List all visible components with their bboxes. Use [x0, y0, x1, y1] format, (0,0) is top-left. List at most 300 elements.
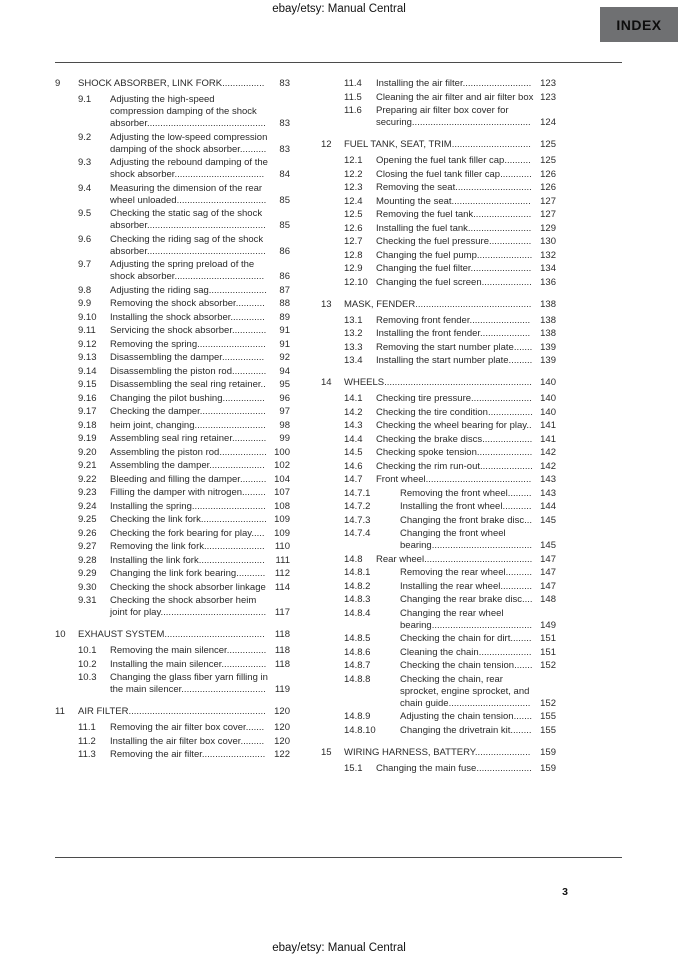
toc-entry-number: 9.19	[78, 433, 97, 444]
dot-leader: .........................	[200, 514, 267, 525]
toc-entry-page: 126	[540, 168, 556, 180]
toc-entry-page: 159	[540, 746, 556, 758]
toc-entry-number: 11.5	[344, 91, 362, 103]
toc-entry-title	[376, 105, 535, 129]
toc-entry-row	[344, 711, 556, 723]
toc-entry-row	[78, 460, 290, 472]
toc-entry-title-text: Opening the fuel tank filler cap	[376, 155, 505, 166]
toc-entry-number: 12.1	[344, 155, 363, 166]
toc-entry-title-text: Checking the brake discs	[376, 433, 483, 445]
dot-leader: ........................	[467, 222, 532, 234]
toc-entry-row	[344, 182, 556, 194]
toc-entry-page: 104	[274, 473, 290, 485]
toc-entry-number: 12.4	[344, 195, 363, 207]
toc-entry-title-text: Removing front fender	[376, 314, 470, 326]
toc-entry-page: 108	[274, 500, 290, 512]
toc-entry-row	[78, 406, 290, 418]
dot-leader: ...........	[235, 298, 265, 309]
toc-entry-title	[376, 447, 535, 459]
toc-entry-title-text: Installing the front wheel	[400, 501, 503, 512]
toc-entry-row	[344, 169, 556, 181]
toc-entry-page: 127	[540, 195, 556, 207]
toc-entry-row	[344, 501, 556, 513]
toc-entry-title	[110, 420, 269, 432]
toc-entry-page: 138	[540, 328, 556, 339]
toc-entry-row	[78, 568, 290, 580]
dot-leader: .........................................	[424, 553, 533, 565]
dot-leader: ........	[510, 724, 532, 736]
toc-entry-number: 14.8	[344, 553, 363, 565]
dot-leader: ....................................................	[128, 706, 266, 717]
toc-entry-title-text: Installing the air filter box cover	[110, 735, 241, 747]
toc-entry-page: 127	[540, 209, 556, 220]
toc-entry-title	[376, 461, 535, 473]
toc-entry-number: 9.4	[78, 182, 92, 194]
toc-entry-title-text: Changing the front wheel bearing	[400, 528, 506, 551]
toc-entry-title	[376, 393, 535, 405]
toc-entry-page: 119	[274, 684, 290, 695]
toc-entry-title	[110, 132, 269, 156]
toc-entry-number: 14.7.2	[344, 501, 371, 512]
toc-entry-title-text: Removing the link fork	[110, 541, 204, 552]
dot-leader: ......................................	[431, 619, 533, 631]
toc-entry-title	[110, 94, 269, 130]
toc-entry-title	[110, 352, 269, 364]
toc-entry-title	[376, 169, 535, 181]
toc-entry-title-text: Servicing the shock absorber	[110, 325, 232, 336]
toc-entry-row	[78, 94, 290, 130]
toc-entry-title-text: Checking the shock absorber heim joint for play	[110, 595, 257, 618]
toc-entry-title-text: Front wheel	[376, 474, 426, 485]
toc-entry-number: 12.5	[344, 209, 363, 220]
toc-entry-number: 11.1	[78, 722, 96, 733]
toc-entry-row	[78, 366, 290, 378]
toc-entry-title-text: MASK, FENDER	[344, 298, 416, 310]
toc-right-column	[321, 78, 556, 854]
toc-entry-title	[110, 285, 269, 297]
toc-entry-page: 85	[279, 194, 290, 206]
toc-entry-title	[376, 474, 535, 486]
toc-entry-page: 140	[540, 393, 556, 404]
toc-entry-title-text: Adjusting the high-speed compression damping of the shock absorber	[110, 94, 257, 129]
dot-leader: ............	[500, 168, 532, 180]
toc-entry-title	[110, 183, 269, 207]
toc-entry-title-text: Adjusting the chain tension	[400, 711, 514, 722]
toc-entry-row	[344, 594, 556, 606]
toc-columns	[55, 78, 556, 854]
toc-entry-row	[344, 196, 556, 208]
toc-entry-title	[110, 672, 269, 696]
toc-entry-number: 10	[55, 629, 66, 640]
toc-entry-page: 155	[540, 724, 556, 736]
dot-leader: ..........................	[462, 78, 532, 89]
toc-entry-row	[344, 223, 556, 235]
toc-entry-title	[376, 223, 535, 235]
toc-entry-row	[78, 132, 290, 156]
toc-entry-number: 9.24	[78, 500, 97, 512]
toc-entry-title-text: Changing the fuel pump	[376, 249, 477, 261]
toc-entry-title	[400, 515, 535, 527]
toc-entry-page: 152	[540, 697, 556, 709]
dot-leader: ..................	[219, 446, 267, 458]
toc-entry-title	[400, 711, 535, 723]
toc-entry-number: 14.8.5	[344, 633, 371, 644]
toc-entry-title	[376, 250, 535, 262]
dot-leader: ............................................	[415, 298, 532, 310]
dot-leader: .........	[242, 487, 266, 498]
toc-entry-number: 11	[55, 706, 65, 717]
toc-entry-number: 11.2	[78, 735, 96, 747]
toc-entry-row	[344, 355, 556, 367]
dot-leader: ............................	[191, 500, 266, 512]
dot-leader: .............................	[455, 182, 532, 193]
dot-leader: .............................................	[146, 118, 266, 129]
dot-leader: ..........	[239, 473, 267, 485]
toc-entry-title	[376, 263, 535, 275]
toc-entry-title-text: AIR FILTER	[78, 706, 129, 717]
toc-entry-title	[110, 259, 269, 283]
dot-leader: .......................	[470, 263, 532, 274]
bottom-rule	[55, 857, 622, 858]
toc-entry-page: 141	[540, 420, 556, 431]
dot-leader: ..............................	[451, 139, 531, 150]
toc-entry-number: 15	[321, 746, 332, 758]
toc-entry-page: 87	[279, 284, 290, 296]
dot-leader: .............	[231, 325, 267, 336]
toc-entry-title-text: Measuring the dimension of the rear wheel unloaded	[110, 182, 263, 206]
toc-entry-title	[376, 407, 535, 419]
toc-entry-title	[110, 582, 269, 594]
toc-entry-title-text: Removing the shock absorber	[110, 298, 236, 309]
toc-entry-number: 9.8	[78, 284, 92, 296]
dot-leader: .............	[230, 311, 265, 323]
toc-entry-title-text: Removing the air filter	[110, 749, 202, 760]
dot-leader: ................	[221, 352, 265, 363]
toc-entry-title-text: Preparing air filter box cover for securing	[376, 105, 509, 128]
toc-entry-row	[344, 328, 556, 340]
toc-entry-title	[376, 78, 535, 90]
toc-entry-number: 9.15	[78, 379, 97, 390]
dot-leader: ........	[510, 633, 532, 644]
toc-entry-row	[78, 528, 290, 540]
toc-entry-title	[110, 568, 269, 580]
toc-entry-number: 12.2	[344, 168, 363, 180]
toc-entry-page: 99	[279, 433, 290, 444]
toc-entry-title-text: Changing the front brake disc	[400, 514, 525, 526]
toc-entry-title	[400, 567, 535, 579]
toc-entry-title-text: Checking the riding sag of the shock absorber	[110, 233, 264, 257]
toc-entry-title	[376, 328, 535, 340]
dot-leader: .......	[513, 341, 533, 353]
dot-leader: .........................	[198, 554, 265, 566]
toc-entry-page: 102	[274, 460, 290, 471]
toc-entry-number: 14.8.6	[344, 646, 371, 658]
dot-leader: ...	[524, 514, 533, 526]
toc-entry-title-text: Installing the fuel tank	[376, 222, 468, 234]
toc-entry-title	[344, 747, 535, 759]
toc-entry-number: 14.1	[344, 393, 363, 404]
toc-entry-row	[78, 234, 290, 258]
toc-entry-row	[344, 263, 556, 275]
toc-entry-row	[78, 208, 290, 232]
toc-entry-page: 138	[540, 314, 556, 326]
dot-leader: ......................	[208, 284, 267, 296]
toc-entry-title-text: Checking the damper	[110, 406, 200, 417]
toc-entry-page: 83	[279, 78, 290, 89]
toc-entry-row	[78, 749, 290, 761]
toc-entry-title-text: Changing the pilot bushing	[110, 392, 223, 404]
dot-leader: ......................................	[431, 540, 533, 551]
dot-leader: .......................	[471, 393, 532, 404]
toc-entry-page: 140	[540, 377, 556, 388]
toc-entry-row	[344, 554, 556, 566]
toc-entry-number: 10.3	[78, 672, 97, 683]
dot-leader: ....................	[480, 460, 533, 472]
toc-entry-number: 9.14	[78, 365, 97, 377]
toc-entry-page: 111	[275, 554, 290, 566]
toc-entry-page: 86	[279, 271, 290, 282]
toc-entry-title	[110, 736, 269, 748]
toc-entry-page: 84	[279, 169, 290, 180]
toc-entry-title-text: Closing the fuel tank filler cap	[376, 168, 501, 180]
toc-entry-title	[110, 393, 269, 405]
toc-entry-page: 125	[540, 139, 556, 150]
toc-entry-row	[78, 352, 290, 364]
toc-entry-row	[344, 488, 556, 500]
toc-entry-number: 14.3	[344, 420, 363, 431]
dot-leader: ..................................	[176, 194, 267, 206]
toc-entry-title-text: Installing the main silencer	[110, 658, 222, 670]
dot-leader: ........................................................	[384, 377, 532, 388]
toc-entry-row	[344, 209, 556, 221]
toc-entry-number: 9.31	[78, 595, 97, 606]
dot-leader: ...................	[482, 433, 533, 445]
toc-entry-title-text: Installing the spring	[110, 500, 192, 512]
toc-entry-title-text: Installing the rear wheel	[400, 580, 501, 592]
toc-entry-page: 109	[274, 514, 290, 525]
toc-entry-title	[110, 406, 269, 418]
toc-entry-page: 129	[540, 222, 556, 234]
toc-entry-title-text: Disassembling the damper	[110, 352, 222, 363]
toc-entry-row	[78, 672, 290, 696]
toc-entry-number: 14.8.9	[344, 711, 371, 722]
toc-entry-row	[78, 582, 290, 594]
toc-entry-title-text: Installing the start number plate	[376, 355, 509, 366]
toc-entry-title-text: WIRING HARNESS, BATTERY	[344, 746, 475, 758]
toc-entry-page: 139	[540, 355, 556, 366]
toc-entry-page: 107	[274, 487, 290, 498]
dot-leader: ........................................	[160, 607, 267, 618]
toc-entry-page: 123	[540, 78, 556, 89]
toc-entry-row	[78, 514, 290, 526]
toc-entry-number: 9.28	[78, 554, 97, 566]
toc-entry-row	[78, 474, 290, 486]
toc-entry-title-text: Cleaning the air filter and air filter box	[376, 91, 534, 103]
toc-entry-page: 89	[279, 311, 290, 323]
toc-entry-row	[78, 298, 290, 310]
toc-entry-title-text: Adjusting the low-speed compression damping of the shock absorber	[110, 131, 268, 155]
toc-entry-page: 118	[274, 629, 290, 640]
toc-entry-number: 9.26	[78, 527, 97, 539]
toc-entry-page: 91	[279, 338, 290, 350]
dot-leader: ....	[522, 594, 533, 605]
toc-entry-row	[78, 420, 290, 432]
toc-entry-number: 13.2	[344, 328, 363, 339]
dot-leader: ................	[222, 392, 265, 404]
toc-entry-title-text: Checking the wheel bearing for play	[376, 420, 527, 431]
toc-entry-number: 14.8.7	[344, 660, 371, 671]
toc-entry-title	[376, 342, 535, 354]
toc-entry-number: 9.29	[78, 568, 97, 579]
dot-leader: .........	[240, 735, 265, 747]
toc-entry-title-text: Adjusting the rebound damping of the shock absorber	[110, 157, 268, 180]
toc-entry-title	[110, 325, 269, 337]
toc-entry-row	[78, 555, 290, 567]
toc-entry-title	[110, 339, 269, 351]
toc-entry-number: 9	[55, 78, 61, 89]
toc-entry-title	[78, 629, 269, 641]
toc-entry-title-text: Checking tire pressure	[376, 393, 472, 404]
toc-entry-number: 9.6	[78, 233, 92, 245]
dot-leader: .................	[487, 406, 533, 418]
toc-entry-title-text: Removing the rear wheel	[400, 567, 506, 578]
toc-entry-row	[78, 433, 290, 445]
toc-entry-row	[344, 581, 556, 593]
page-number: 3	[562, 886, 568, 898]
toc-entry-page: 118	[274, 658, 290, 670]
toc-entry-title-text: EXHAUST SYSTEM	[78, 629, 165, 640]
toc-entry-title	[110, 749, 269, 761]
toc-entry-page: 120	[274, 722, 290, 733]
dot-leader: ...........	[502, 501, 532, 512]
toc-entry-title	[376, 277, 535, 289]
toc-entry-page: 130	[540, 236, 556, 247]
toc-entry-row	[78, 157, 290, 181]
toc-entry-title-text: Bleeding and filling the damper	[110, 473, 240, 485]
toc-entry-row	[344, 407, 556, 419]
toc-entry-number: 9.21	[78, 460, 97, 471]
toc-entry-title-text: WHEELS	[344, 377, 385, 388]
toc-entry-row	[344, 393, 556, 405]
toc-entry-page: 112	[274, 568, 290, 579]
dot-leader: .....	[251, 527, 265, 539]
toc-entry-number: 9.9	[78, 298, 92, 309]
toc-entry-number: 12.9	[344, 263, 363, 274]
toc-entry-page: 83	[279, 143, 290, 155]
toc-entry-row	[344, 674, 556, 710]
toc-entry-number: 9.23	[78, 487, 97, 498]
dot-leader: ...........	[236, 568, 266, 579]
toc-entry-page: 151	[540, 633, 556, 644]
toc-entry-number: 12	[321, 139, 332, 150]
toc-entry-number: 13.1	[344, 314, 363, 326]
toc-entry-page: 151	[540, 646, 556, 658]
toc-entry-page: 91	[279, 325, 290, 336]
toc-entry-title-text: FUEL TANK, SEAT, TRIM	[344, 139, 452, 150]
toc-entry-page: 145	[540, 540, 556, 551]
toc-chapter-row	[321, 139, 556, 151]
toc-entry-title	[110, 528, 269, 540]
dot-leader: ......................................	[164, 629, 265, 640]
toc-entry-title	[400, 647, 535, 659]
toc-entry-page: 143	[540, 487, 556, 499]
toc-left-column	[55, 78, 290, 854]
toc-entry-number: 14.8.8	[344, 673, 371, 685]
dot-leader: ..........	[239, 143, 267, 155]
toc-entry-row	[344, 236, 556, 248]
toc-entry-title	[110, 208, 269, 232]
dot-leader: ...................	[481, 276, 532, 288]
toc-entry-page: 118	[274, 645, 290, 656]
toc-entry-page: 143	[540, 474, 556, 485]
toc-entry-page: 155	[540, 711, 556, 722]
toc-entry-number: 14.7.3	[344, 514, 371, 526]
toc-entry-title-text: Removing the spring	[110, 338, 198, 350]
dot-leader: .............	[231, 433, 267, 444]
toc-entry-row	[344, 315, 556, 327]
toc-entry-row	[78, 339, 290, 351]
toc-entry-title	[400, 674, 535, 710]
toc-entry-page: 145	[540, 514, 556, 526]
toc-entry-row	[78, 325, 290, 337]
toc-entry-title-text: Removing the main silencer	[110, 645, 227, 656]
toc-entry-page: 147	[540, 553, 556, 565]
dot-leader: .............................................	[411, 117, 531, 128]
toc-entry-title-text: Changing the fuel screen	[376, 276, 482, 288]
toc-entry-title	[110, 514, 269, 526]
toc-entry-row	[78, 541, 290, 553]
toc-entry-title	[376, 434, 535, 446]
dot-leader: .........................	[199, 406, 266, 417]
toc-entry-title-text: Filling the damper with nitrogen	[110, 487, 243, 498]
toc-entry-number: 12.6	[344, 222, 363, 234]
toc-entry-number: 9.2	[78, 131, 92, 143]
dot-leader: .....................	[476, 762, 532, 774]
toc-entry-row	[344, 633, 556, 645]
toc-entry-row	[78, 259, 290, 283]
toc-entry-title	[110, 312, 269, 324]
toc-entry-page: 88	[279, 298, 290, 309]
toc-entry-title-text: Checking the shock absorber linkage	[110, 581, 266, 593]
toc-entry-page: 94	[279, 365, 290, 377]
toc-entry-number: 9.27	[78, 541, 97, 552]
dot-leader: .......	[514, 660, 533, 671]
toc-entry-title-text: Checking the static sag of the shock absorber	[110, 208, 263, 231]
toc-entry-row	[78, 393, 290, 405]
toc-entry-title	[400, 594, 535, 606]
toc-entry-number: 14.7.4	[344, 528, 371, 539]
toc-entry-number: 14.2	[344, 406, 363, 418]
toc-entry-title	[344, 139, 535, 151]
toc-entry-title	[110, 433, 269, 445]
dot-leader: .....................	[476, 249, 533, 261]
toc-entry-row	[78, 447, 290, 459]
toc-entry-number: 9.5	[78, 208, 92, 219]
toc-entry-number: 14.8.3	[344, 594, 371, 605]
toc-entry-row	[78, 501, 290, 513]
toc-entry-title-text: Assembling the piston rod	[110, 446, 220, 458]
toc-entry-row	[78, 659, 290, 671]
toc-entry-page: 147	[540, 567, 556, 578]
toc-entry-page: 147	[540, 580, 556, 592]
toc-entry-title-text: Cleaning the chain	[400, 646, 479, 658]
toc-entry-title	[400, 528, 535, 552]
toc-entry-title	[110, 645, 269, 657]
toc-entry-number: 15.1	[344, 762, 363, 774]
toc-entry-row	[344, 250, 556, 262]
toc-entry-page: 142	[540, 460, 556, 472]
toc-entry-title	[376, 155, 535, 167]
